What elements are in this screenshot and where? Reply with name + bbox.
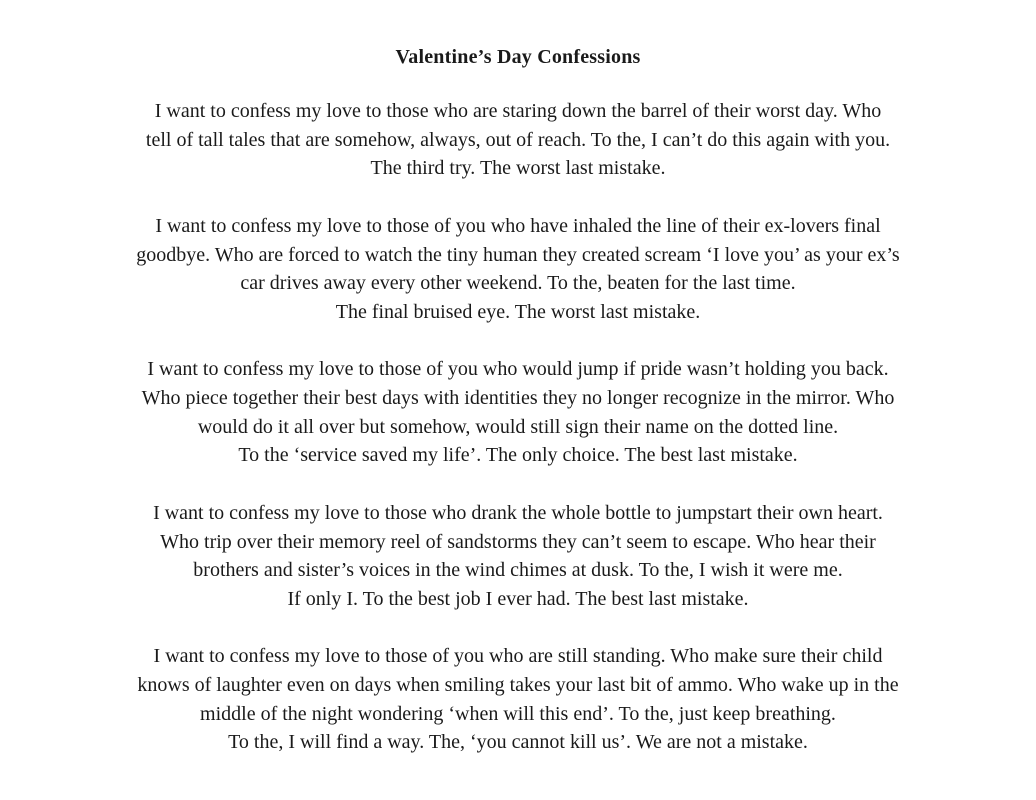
document-title: Valentine’s Day Confessions: [395, 46, 641, 68]
poem-line: I want to confess my love to those who are staring down the barrel of their worst day. Who: [154, 100, 882, 122]
poem-line: I want to confess my love to those of you who are still standing. Who make sure their child: [153, 645, 883, 668]
poem-line: Who trip over their memory reel of sandstorms they can’t seem to escape. Who hear their: [160, 530, 876, 553]
poem-line: I want to confess my love to those of you who would jump if pride wasn’t holding you back.: [147, 358, 889, 381]
poem-line: To the, I will find a way. The, ‘you cannot kill us’. We are not a mistake.: [228, 731, 808, 754]
poem-line: I want to confess my love to those of you who have inhaled the line of their ex-lovers final: [155, 214, 881, 237]
poem-line: would do it all over but somehow, would still sign their name on the dotted line.: [197, 415, 839, 438]
stanza-3: [18, 355, 1018, 470]
poem-line: I want to confess my love to those who drank the whole bottle to jumpstart their own heart.: [153, 501, 883, 524]
poem-line: The third try. The worst last mistake.: [370, 157, 666, 180]
poem-line: car drives away every other weekend. To the, beaten for the last time.: [240, 272, 796, 295]
poem-line: brothers and sister’s voices in the wind chimes at dusk. To the, I wish it were me.: [193, 559, 843, 582]
stanza-5: [18, 642, 1018, 757]
poem-line: knows of laughter even on days when smiling takes your last bit of ammo. Who wake up in the: [137, 674, 899, 696]
stanza-2: [18, 212, 1018, 327]
poem-line: Who piece together their best days with identities they no longer recognize in the mirror. Who: [141, 387, 895, 409]
stanza-1: [18, 97, 1018, 183]
poem-line: To the ‘service saved my life’. The only choice. The best last mistake.: [238, 444, 798, 467]
poem-line: tell of tall tales that are somehow, always, out of reach. To the, I can’t do this again with you.: [145, 128, 891, 151]
stanza-4: [18, 499, 1018, 614]
poem-line: The final bruised eye. The worst last mistake.: [335, 300, 701, 323]
poem-line: If only I. To the best job I ever had. The best last mistake.: [287, 587, 749, 610]
poem-line: middle of the night wondering ‘when will this end’. To the, just keep breathing.: [200, 702, 836, 725]
poem-line: goodbye. Who are forced to watch the tiny human they created scream ‘I love you’ as your ex’s: [136, 243, 900, 266]
